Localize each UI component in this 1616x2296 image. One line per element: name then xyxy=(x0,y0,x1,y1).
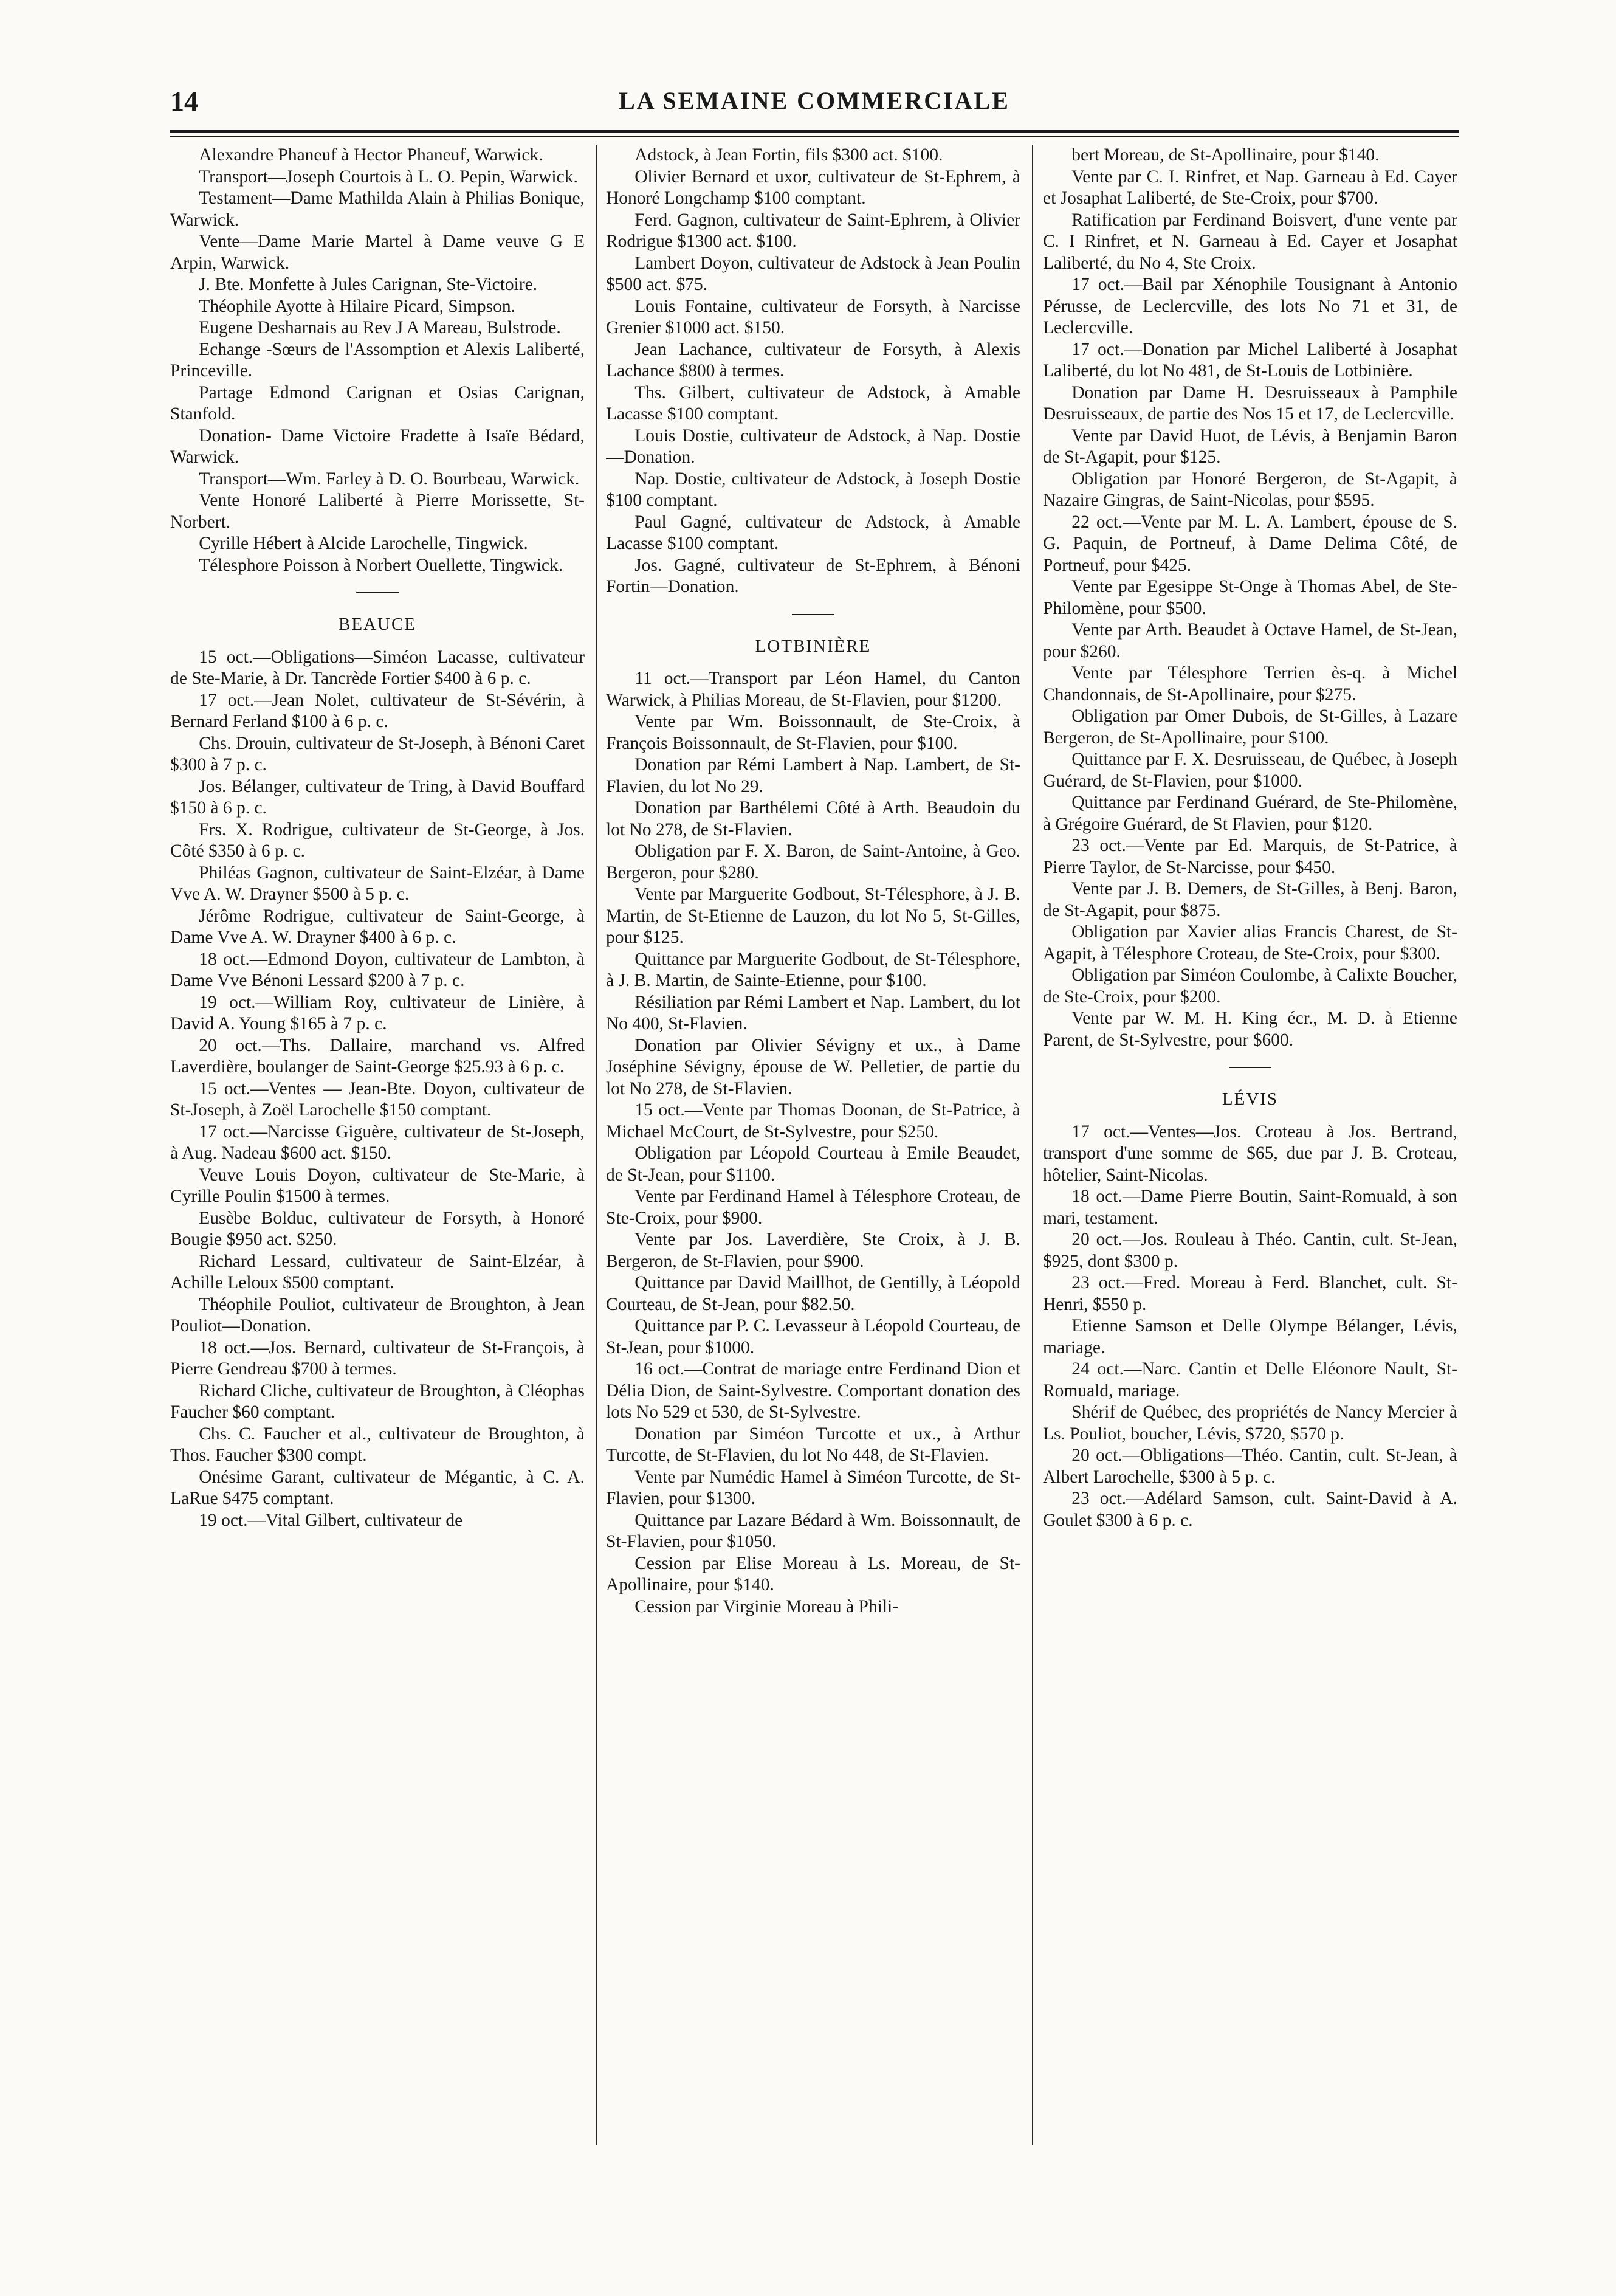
notice-entry: Philéas Gagnon, cultivateur de Saint-Elzéar, à Dame Vve A. W. Drayner $500 à 5 p. c. xyxy=(170,863,585,904)
notice-entry: Vente par Jos. Laverdière, Ste Croix, à J. B. Bergeron, de St-Flavien, pour $900. xyxy=(606,1230,1020,1271)
notice-entry: 24 oct.—Narc. Cantin et Delle Eléonore Nault, St-Romuald, mariage. xyxy=(1043,1359,1457,1401)
notice-entry: 22 oct.—Vente par M. L. A. Lambert, épouse de S. G. Paquin, de Portneuf, à Dame Delima Côté, de Portneuf, pour $425. xyxy=(1043,512,1457,575)
notice-entry: Alexandre Phaneuf à Hector Phaneuf, Warwick. xyxy=(199,145,543,165)
notice-entry: Eugene Desharnais au Rev J A Mareau, Bulstrode. xyxy=(199,318,561,337)
header-rule-thin xyxy=(170,136,1459,137)
notice-entry: 17 oct.—Ventes—Jos. Croteau à Jos. Bertrand, transport d'une somme de $65, due par J. B. Croteau, hôtelier, Saint-Nicolas. xyxy=(1043,1122,1457,1185)
notice-entry: Transport—Wm. Farley à D. O. Bourbeau, Warwick. xyxy=(199,469,580,489)
notice-entry: Vente par W. M. H. King écr., M. D. à Etienne Parent, de St-Sylvestre, pour $600. xyxy=(1043,1008,1457,1050)
column-3-section-entries xyxy=(1043,1122,1457,1532)
notice-entry: 17 oct.—Bail par Xénophile Tousignant à Antonio Pérusse, de Leclercville, des lots No 71 et 31, de Leclercville. xyxy=(1043,275,1457,337)
page-number: 14 xyxy=(170,86,198,117)
notice-entry: Vente—Dame Marie Martel à Dame veuve G E Arpin, Warwick. xyxy=(170,232,585,273)
notice-entry: Vente par C. I. Rinfret, et Nap. Garneau à Ed. Cayer et Josaphat Laliberté, de Ste-Croix, pour $700. xyxy=(1043,167,1457,208)
notice-entry: Quittance par P. C. Levasseur à Léopold Courteau, de St-Jean, pour $1000. xyxy=(606,1316,1020,1357)
column-1-section-entries xyxy=(170,647,585,1532)
notice-entry: Vente par Marguerite Godbout, St-Télesphore, à J. B. Martin, de St-Etienne de Lauzon, du lot No 5, St-Gilles, pour $125. xyxy=(606,884,1020,947)
notice-entry: Louis Dostie, cultivateur de Adstock, à Nap. Dostie—Donation. xyxy=(606,426,1020,467)
notice-entry: 15 oct.—Obligations—Siméon Lacasse, cultivateur de Ste-Marie, à Dr. Tancrède Fortier $400 à 6 p. c. xyxy=(170,647,585,688)
notice-entry: Obligation par Siméon Coulombe, à Calixte Boucher, de Ste-Croix, pour $200. xyxy=(1043,965,1457,1007)
notice-entry: Vente par David Huot, de Lévis, à Benjamin Baron de St-Agapit, pour $125. xyxy=(1043,426,1457,467)
notice-entry: 18 oct.—Edmond Doyon, cultivateur de Lambton, à Dame Vve Bénoni Lessard $200 à 7 p. c. xyxy=(170,949,585,990)
notice-entry: 11 oct.—Transport par Léon Hamel, du Canton Warwick, à Philias Moreau, de St-Flavien, pour $1200. xyxy=(606,669,1020,710)
page-header xyxy=(170,85,1459,122)
notice-entry: Ratification par Ferdinand Boisvert, d'une vente par C. I Rinfret, et N. Garneau à Ed. Cayer et Josaphat Laliberté, du No 4, Ste Croix. xyxy=(1043,210,1457,273)
notice-entry: Adstock, à Jean Fortin, fils $300 act. $100. xyxy=(634,145,943,165)
notice-entry: Donation par Olivier Sévigny et ux., à Dame Joséphine Sévigny, épouse de W. Pelletier, de partie du lot No 278, de St-Flavien. xyxy=(606,1035,1020,1098)
notice-entry: 23 oct.—Adélard Samson, cult. Saint-David à A. Goulet $300 à 6 p. c. xyxy=(1043,1489,1457,1530)
notice-entry: Résiliation par Rémi Lambert et Nap. Lambert, du lot No 400, St-Flavien. xyxy=(606,992,1020,1033)
notice-entry: Lambert Doyon, cultivateur de Adstock à Jean Poulin $500 act. $75. xyxy=(606,253,1020,294)
notice-entry: 15 oct.—Ventes — Jean-Bte. Doyon, cultivateur de St-Joseph, à Zoël Larochelle $150 comptant. xyxy=(170,1078,585,1120)
notice-entry: Jos. Bélanger, cultivateur de Tring, à David Bouffard $150 à 6 p. c. xyxy=(170,776,585,818)
notice-entry: Théophile Ayotte à Hilaire Picard, Simpson. xyxy=(199,296,516,316)
notice-entry: Eusèbe Bolduc, cultivateur de Forsyth, à Honoré Bougie $950 act. $250. xyxy=(170,1208,585,1249)
notice-entry: Paul Gagné, cultivateur de Adstock, à Amable Lacasse $100 comptant. xyxy=(606,512,1020,553)
notice-entry: Louis Fontaine, cultivateur de Forsyth, à Narcisse Grenier $1000 act. $150. xyxy=(606,296,1020,337)
notice-entry: Olivier Bernard et uxor, cultivateur de St-Ephrem, à Honoré Longchamp $100 comptant. xyxy=(606,167,1020,208)
notice-entry: 18 oct.—Dame Pierre Boutin, Saint-Romuald, à son mari, testament. xyxy=(1043,1187,1457,1228)
notice-entry: Obligation par Léopold Courteau à Emile Beaudet, de St-Jean, pour $1100. xyxy=(606,1143,1020,1185)
notice-entry: Quittance par Marguerite Godbout, de St-Télesphore, à J. B. Martin, de Sainte-Etienne, pour $100. xyxy=(606,949,1020,990)
notice-entry: Transport—Joseph Courtois à L. O. Pepin, Warwick. xyxy=(199,167,578,187)
journal-title: LA SEMAINE COMMERCIALE xyxy=(619,87,1010,114)
column-3-entries xyxy=(1043,145,1457,1051)
notice-entry: 20 oct.—Obligations—Théo. Cantin, cult. St-Jean, à Albert Larochelle, $300 à 5 p. c. xyxy=(1043,1446,1457,1487)
section-heading-beauce: BEAUCE xyxy=(339,615,416,634)
section-separator xyxy=(356,592,399,593)
notice-entry: Partage Edmond Carignan et Osias Carignan, Stanfold. xyxy=(170,382,585,424)
notice-entry: Onésime Garant, cultivateur de Mégantic, à C. A. LaRue $475 comptant. xyxy=(170,1467,585,1508)
notice-entry: Vente Honoré Laliberté à Pierre Morissette, St-Norbert. xyxy=(170,491,585,532)
notice-entry: 23 oct.—Vente par Ed. Marquis, de St-Patrice, à Pierre Taylor, de St-Narcisse, pour $450. xyxy=(1043,836,1457,877)
notice-entry: Donation par Rémi Lambert à Nap. Lambert, de St-Flavien, du lot No 29. xyxy=(606,755,1020,796)
notice-entry: Shérif de Québec, des propriétés de Nancy Mercier à Ls. Pouliot, boucher, Lévis, $720, $570 p. xyxy=(1043,1402,1457,1444)
notice-entry: bert Moreau, de St-Apollinaire, pour $140. xyxy=(1071,145,1380,165)
section-heading-lotbiniere: LOTBINIÈRE xyxy=(755,636,872,656)
column-divider xyxy=(596,145,597,2145)
column-2-entries xyxy=(606,145,1020,598)
notice-entry: 19 oct.—Vital Gilbert, cultivateur de xyxy=(199,1510,463,1530)
notice-entry: 17 oct.—Jean Nolet, cultivateur de St-Sévérin, à Bernard Ferland $100 à 6 p. c. xyxy=(170,690,585,731)
notice-entry: 20 oct.—Ths. Dallaire, marchand vs. Alfred Laverdière, boulanger de Saint-George $25.93 à 6 p. c. xyxy=(170,1035,585,1077)
column-2-section-entries xyxy=(606,668,1020,1618)
notice-entry: Vente par Télesphore Terrien ès-q. à Michel Chandonnais, de St-Apollinaire, pour $275. xyxy=(1043,663,1457,705)
notice-entry: Vente par Arth. Beaudet à Octave Hamel, de St-Jean, pour $260. xyxy=(1043,620,1457,661)
notice-entry: Cyrille Hébert à Alcide Larochelle, Tingwick. xyxy=(199,534,528,553)
column-1 xyxy=(170,145,585,2145)
notice-entry: Obligation par Omer Dubois, de St-Gilles, à Lazare Bergeron, de St-Apollinaire, pour $100. xyxy=(1043,706,1457,748)
notice-entry: Echange -Sœurs de l'Assomption et Alexis Laliberté, Princeville. xyxy=(170,339,585,381)
notice-entry: Frs. X. Rodrigue, cultivateur de St-George, à Jos. Côté $350 à 6 p. c. xyxy=(170,819,585,861)
notice-entry: Obligation par Xavier alias Francis Charest, de St-Agapit, à Télesphore Croteau, de Ste-Croix, pour $300. xyxy=(1043,922,1457,964)
notice-entry: Donation par Dame H. Desruisseaux à Pamphile Desruisseaux, de partie des Nos 15 et 17, de Leclercville. xyxy=(1043,382,1457,424)
notice-entry: 19 oct.—William Roy, cultivateur de Linière, à David A. Young $165 à 7 p. c. xyxy=(170,992,585,1033)
notice-entry: Jean Lachance, cultivateur de Forsyth, à Alexis Lachance $800 à termes. xyxy=(606,339,1020,381)
notice-entry: Veuve Louis Doyon, cultivateur de Ste-Marie, à Cyrille Poulin $1500 à termes. xyxy=(170,1165,585,1206)
section-heading-levis: LÉVIS xyxy=(1222,1089,1279,1109)
notice-entry: Richard Cliche, cultivateur de Broughton, à Cléophas Faucher $60 comptant. xyxy=(170,1381,585,1422)
notice-entry: Obligation par F. X. Baron, de Saint-Antoine, à Geo. Bergeron, pour $280. xyxy=(606,841,1020,883)
notice-entry: Ths. Gilbert, cultivateur de Adstock, à Amable Lacasse $100 comptant. xyxy=(606,382,1020,424)
notice-entry: 20 oct.—Jos. Rouleau à Théo. Cantin, cult. St-Jean, $925, dont $300 p. xyxy=(1043,1230,1457,1271)
column-divider xyxy=(1032,145,1033,2145)
notice-entry: Obligation par Honoré Bergeron, de St-Agapit, à Nazaire Gingras, de Saint-Nicolas, pour $595. xyxy=(1043,469,1457,510)
notice-entry: Vente par Numédic Hamel à Siméon Turcotte, de St-Flavien, pour $1300. xyxy=(606,1467,1020,1508)
notice-entry: Vente par J. B. Demers, de St-Gilles, à Benj. Baron, de St-Agapit, pour $875. xyxy=(1043,879,1457,920)
notice-entry: 17 oct.—Donation par Michel Laliberté à Josaphat Laliberté, du lot No 481, de St-Louis de Lotbinière. xyxy=(1043,339,1457,381)
notice-entry: 15 oct.—Vente par Thomas Doonan, de St-Patrice, à Michael McCourt, de St-Sylvestre, pour $250. xyxy=(606,1100,1020,1142)
section-separator xyxy=(1229,1067,1271,1068)
notice-entry: Chs. Drouin, cultivateur de St-Joseph, à Bénoni Caret $300 à 7 p. c. xyxy=(170,733,585,774)
notice-entry: 23 oct.—Fred. Moreau à Ferd. Blanchet, cult. St-Henri, $550 p. xyxy=(1043,1273,1457,1314)
notice-entry: Donation- Dame Victoire Fradette à Isaïe Bédard, Warwick. xyxy=(170,426,585,467)
notice-entry: Vente par Ferdinand Hamel à Télesphore Croteau, de Ste-Croix, pour $900. xyxy=(606,1187,1020,1228)
column-3 xyxy=(1043,145,1457,2145)
header-rule xyxy=(170,130,1459,133)
notice-entry: Quittance par Lazare Bédard à Wm. Boissonnault, de St-Flavien, pour $1050. xyxy=(606,1510,1020,1551)
notice-entry: Théophile Pouliot, cultivateur de Broughton, à Jean Pouliot—Donation. xyxy=(170,1294,585,1336)
column-2 xyxy=(606,145,1020,2145)
notice-entry: Quittance par F. X. Desruisseau, de Québec, à Joseph Guérard, de St-Flavien, pour $1000. xyxy=(1043,750,1457,791)
column-1-entries xyxy=(170,145,585,576)
text-columns xyxy=(170,145,1459,2145)
notice-entry: 18 oct.—Jos. Bernard, cultivateur de St-François, à Pierre Gendreau $700 à termes. xyxy=(170,1337,585,1379)
notice-entry: Testament—Dame Mathilda Alain à Philias Bonique, Warwick. xyxy=(170,188,585,230)
notice-entry: Chs. C. Faucher et al., cultivateur de Broughton, à Thos. Faucher $300 compt. xyxy=(170,1424,585,1465)
notice-entry: Quittance par Ferdinand Guérard, de Ste-Philomène, à Grégoire Guérard, de St Flavien, pour $120. xyxy=(1043,793,1457,834)
notice-entry: Donation par Siméon Turcotte et ux., à Arthur Turcotte, de St-Flavien, du lot No 448, de St-Flavien. xyxy=(606,1424,1020,1465)
notice-entry: Jos. Gagné, cultivateur de St-Ephrem, à Bénoni Fortin—Donation. xyxy=(606,555,1020,596)
notice-entry: Télesphore Poisson à Norbert Ouellette, Tingwick. xyxy=(199,555,563,575)
notice-entry: Cession par Elise Moreau à Ls. Moreau, de St-Apollinaire, pour $140. xyxy=(606,1553,1020,1594)
notice-entry: Ferd. Gagnon, cultivateur de Saint-Ephrem, à Olivier Rodrigue $1300 act. $100. xyxy=(606,210,1020,251)
notice-entry: Jérôme Rodrigue, cultivateur de Saint-George, à Dame Vve A. W. Drayner $400 à 6 p. c. xyxy=(170,906,585,947)
notice-entry: J. Bte. Monfette à Jules Carignan, Ste-Victoire. xyxy=(199,275,538,294)
notice-entry: Vente par Wm. Boissonnault, de Ste-Croix, à François Boissonnault, de St-Flavien, pour $100. xyxy=(606,712,1020,753)
notice-entry: Donation par Barthélemi Côté à Arth. Beaudoin du lot No 278, de St-Flavien. xyxy=(606,798,1020,839)
notice-entry: 16 oct.—Contrat de mariage entre Ferdinand Dion et Délia Dion, de Saint-Sylvestre. Comportant donation des lots No 529 et 530, de St-Sylvestre. xyxy=(606,1359,1020,1422)
section-separator xyxy=(792,614,834,615)
notice-entry: Etienne Samson et Delle Olympe Bélanger, Lévis, mariage. xyxy=(1043,1316,1457,1357)
notice-entry: Quittance par David Maillhot, de Gentilly, à Léopold Courteau, de St-Jean, pour $82.50. xyxy=(606,1273,1020,1314)
notice-entry: Cession par Virginie Moreau à Phili- xyxy=(634,1596,899,1616)
notice-entry: Richard Lessard, cultivateur de Saint-Elzéar, à Achille Leloux $500 comptant. xyxy=(170,1251,585,1292)
notice-entry: Vente par Egesippe St-Onge à Thomas Abel, de Ste-Philomène, pour $500. xyxy=(1043,577,1457,618)
notice-entry: 17 oct.—Narcisse Giguère, cultivateur de St-Joseph, à Aug. Nadeau $600 act. $150. xyxy=(170,1122,585,1163)
notice-entry: Nap. Dostie, cultivateur de Adstock, à Joseph Dostie $100 comptant. xyxy=(606,469,1020,510)
